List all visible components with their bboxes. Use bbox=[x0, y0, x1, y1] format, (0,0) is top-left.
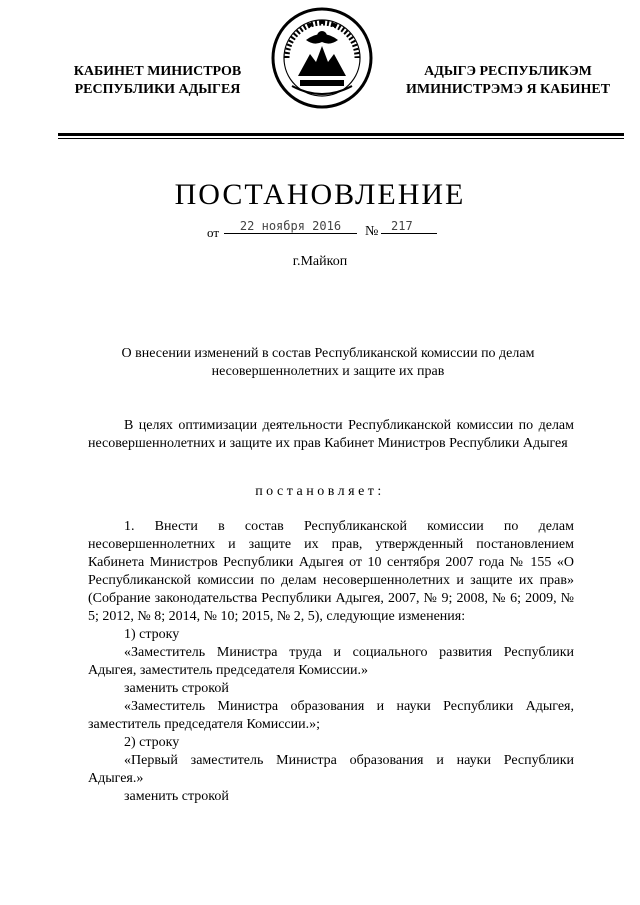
sub1-old-line: «Заместитель Министра труда и социального развития Республики Адыгея, заместитель председателя Комиссии.» bbox=[88, 645, 574, 678]
document-number: 217 bbox=[381, 219, 437, 234]
header-rule-thick bbox=[58, 133, 624, 136]
sub2-label: 2) строку bbox=[124, 735, 180, 750]
adygea-coat-of-arms-icon bbox=[270, 6, 374, 110]
header-right-line1: АДЫГЭ РЕСПУБЛИКЭМ bbox=[424, 64, 592, 79]
number-sign: № bbox=[365, 224, 379, 239]
date-number-line bbox=[0, 219, 640, 243]
header-right bbox=[393, 63, 623, 99]
intro-paragraph: В целях оптимизации деятельности Республиканской комиссии по делам несовершеннолетних и защите их прав Кабинет Министров Республики Адыгея bbox=[88, 418, 574, 451]
header-left bbox=[60, 63, 255, 99]
sub2-old-line: «Первый заместитель Министра образования и науки Республики Адыгея.» bbox=[88, 753, 574, 786]
document-body bbox=[88, 518, 574, 806]
date-prefix: от bbox=[207, 225, 220, 240]
document-subject: О внесении изменений в состав Республиканской комиссии по делам несовершеннолетних и защите их прав bbox=[121, 346, 535, 379]
header-left-line1: КАБИНЕТ МИНИСТРОВ bbox=[73, 64, 242, 79]
document-date: 22 ноября 2016 bbox=[224, 219, 357, 234]
header-rule-thin bbox=[58, 138, 624, 139]
item-1: 1. Внести в состав Республиканской комиссии по делам несовершеннолетних и защите их прав, утвержденный постановлением Кабинета Министров Республики Адыгея от 10 сентября 2007 года № 155 «О Республиканской комиссии по делам несовершеннолетних и защите их прав» (Собрание законодательства Республики Адыгея, 2007, № 9; 2008, № 6; 2009, № 5; 2012, № 8; 2014, № 10; 2015, № 2, 5), следующие изменения: bbox=[88, 519, 574, 624]
header-right-line2: ИМИНИСТРЭМЭ Я КАБИНЕТ bbox=[405, 82, 611, 97]
sub2-replace: заменить строкой bbox=[124, 789, 229, 804]
city: г.Майкоп bbox=[292, 254, 348, 269]
document-title: ПОСТАНОВЛЕНИЕ bbox=[174, 178, 466, 211]
sub1-new-line: «Заместитель Министра образования и науки Республики Адыгея, заместитель председателя Комиссии.»; bbox=[88, 699, 574, 732]
header-left-line2: РЕСПУБЛИКИ АДЫГЕЯ bbox=[74, 82, 241, 97]
decrees-word: постановляет: bbox=[255, 484, 385, 499]
sub1-replace: заменить строкой bbox=[124, 681, 229, 696]
sub1-label: 1) строку bbox=[124, 627, 180, 642]
